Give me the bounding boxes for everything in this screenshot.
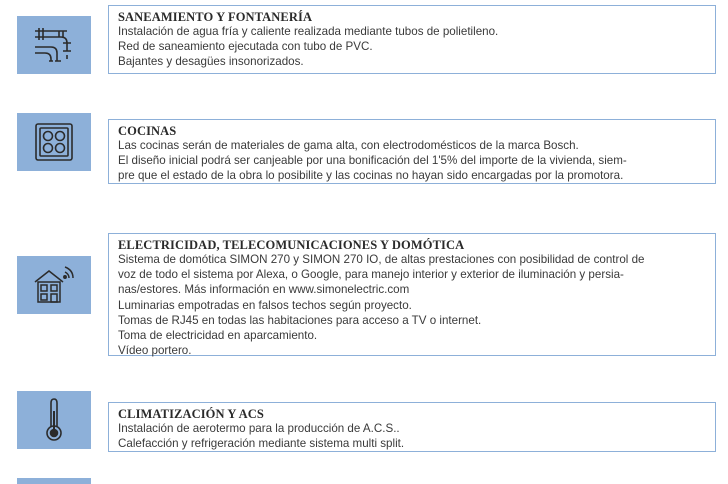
section-icon-box-electricity [17,256,91,314]
section-panel-electricity [108,233,716,356]
cooktop-icon [34,122,74,162]
section-icon-box-kitchen [17,113,91,171]
thermometer-icon [44,397,64,443]
section-line: voz de todo el sistema por Alexa, o Google, para manejo interior y exterior de iluminación y persia- [118,268,624,282]
section-line: Toma de electricidad en aparcamiento. [118,329,318,343]
section-line: Vídeo portero. [118,344,192,358]
section-line: Las cocinas serán de materiales de gama alta, con electrodomésticos de la marca Bosch. [118,139,579,152]
section-line: Luminarias empotradas en falsos techos según proyecto. [118,298,412,312]
section-title: CLIMATIZACIÓN Y ACS [118,407,264,421]
section-icon-box-climate [17,391,91,449]
section-line: Red de saneamiento ejecutada con tubo de PVC. [118,40,373,54]
section-title: ELECTRICIDAD, TELECOMUNICACIONES Y DOMÓTICA [118,238,465,252]
section-icon-box-plumbing [17,16,91,74]
section-line: Instalación de agua fría y caliente realizada mediante tubos de polietileno. [118,25,499,38]
section-panel-plumbing [108,5,716,74]
section-line: Tomas de RJ45 en todas las habitaciones para acceso a TV o internet. [118,313,482,327]
pipes-icon [31,23,77,67]
smart-home-icon [31,262,77,308]
section-line: Calefacción y refrigeración mediante sistema multi split. [118,437,405,451]
section-line: Instalación de aerotermo para la producción de A.C.S.. [118,422,400,435]
section-title: COCINAS [118,124,177,138]
section-line: Bajantes y desagües insonorizados. [118,55,304,69]
section-line: nas/estores. Más información en www.simonelectric.com [118,283,410,297]
section-panel-climate [108,402,716,452]
section-panel-kitchen [108,119,716,184]
section-title: SANEAMIENTO Y FONTANERÍA [118,10,313,24]
section-line: Sistema de domótica SIMON 270 y SIMON 270 IO, de altas prestaciones con posibilidad de control de [118,253,645,266]
section-line: El diseño inicial podrá ser canjeable por una bonificación del 1'5% del importe de la vivienda, siem- [118,154,627,168]
section-icon-box-next [17,478,91,484]
section-line: pre que el estado de la obra lo posibilite y las cocinas no hayan sido encargadas por la promotora. [118,169,624,183]
